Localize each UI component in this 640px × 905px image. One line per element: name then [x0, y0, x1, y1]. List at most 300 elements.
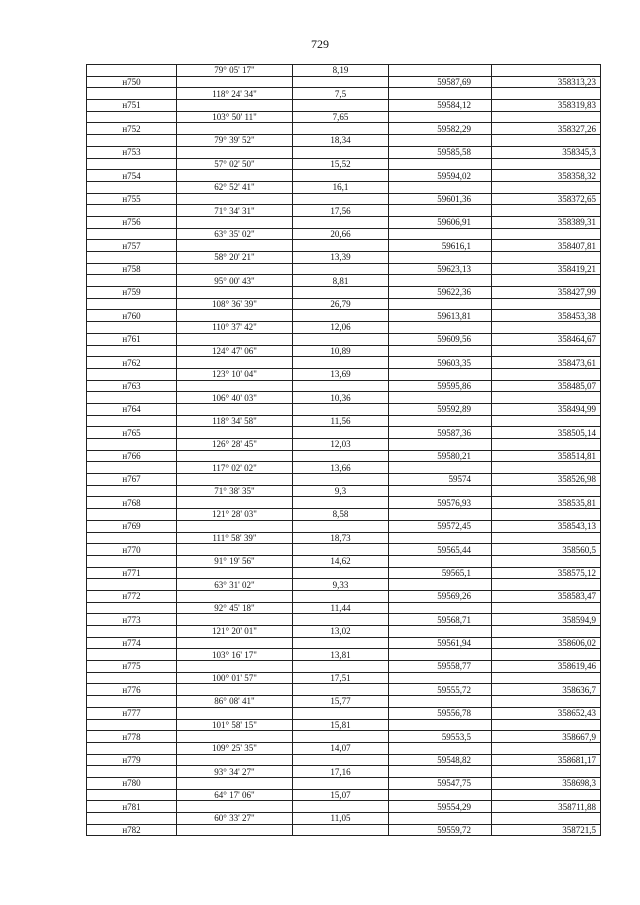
angle-cell	[177, 216, 293, 228]
distance-cell	[293, 520, 389, 532]
distance-cell	[293, 590, 389, 602]
angle-cell: 91° 19' 56"	[177, 555, 293, 567]
point-cell	[87, 158, 177, 170]
point-cell	[87, 322, 177, 334]
angle-cell	[177, 754, 293, 766]
distance-cell	[293, 287, 389, 299]
point-cell: н756	[87, 216, 177, 228]
y-coordinate-cell	[492, 439, 601, 451]
y-coordinate-cell	[492, 88, 601, 100]
y-coordinate-cell	[492, 766, 601, 778]
y-coordinate-cell: 358313,23	[492, 76, 601, 88]
distance-cell: 11,05	[293, 813, 389, 825]
point-cell: н772	[87, 590, 177, 602]
point-cell: н764	[87, 403, 177, 415]
table-row	[87, 696, 601, 708]
angle-cell	[177, 497, 293, 509]
x-coordinate-cell: 59576,93	[389, 497, 492, 509]
table-row	[87, 100, 601, 112]
point-cell	[87, 626, 177, 638]
x-coordinate-cell	[389, 532, 492, 544]
y-coordinate-cell	[492, 485, 601, 497]
y-coordinate-cell	[492, 205, 601, 217]
angle-cell: 110° 37' 42"	[177, 322, 293, 334]
angle-cell	[177, 146, 293, 158]
distance-cell: 16,1	[293, 181, 389, 193]
distance-cell: 13,39	[293, 252, 389, 264]
table-row	[87, 731, 601, 743]
angle-cell: 92° 45' 18"	[177, 602, 293, 614]
table-row	[87, 614, 601, 626]
y-coordinate-cell	[492, 368, 601, 380]
y-coordinate-cell: 358345,3	[492, 146, 601, 158]
point-cell	[87, 696, 177, 708]
point-cell: н765	[87, 427, 177, 439]
angle-cell	[177, 76, 293, 88]
table-row	[87, 661, 601, 673]
point-cell	[87, 135, 177, 147]
x-coordinate-cell	[389, 415, 492, 427]
x-coordinate-cell	[389, 696, 492, 708]
distance-cell: 15,52	[293, 158, 389, 170]
angle-cell: 123° 10' 04"	[177, 368, 293, 380]
y-coordinate-cell	[492, 65, 601, 77]
table-row	[87, 205, 601, 217]
point-cell: н750	[87, 76, 177, 88]
coordinates-table	[86, 64, 601, 836]
angle-cell	[177, 427, 293, 439]
y-coordinate-cell	[492, 228, 601, 240]
distance-cell	[293, 777, 389, 789]
y-coordinate-cell	[492, 181, 601, 193]
point-cell: н768	[87, 497, 177, 509]
y-coordinate-cell	[492, 322, 601, 334]
table-row	[87, 111, 601, 123]
angle-cell	[177, 474, 293, 486]
table-row	[87, 450, 601, 462]
x-coordinate-cell	[389, 275, 492, 287]
table-row	[87, 123, 601, 135]
y-coordinate-cell: 358583,47	[492, 590, 601, 602]
table-row	[87, 252, 601, 264]
distance-cell	[293, 427, 389, 439]
distance-cell	[293, 450, 389, 462]
x-coordinate-cell	[389, 322, 492, 334]
table-row	[87, 544, 601, 556]
distance-cell: 11,44	[293, 602, 389, 614]
angle-cell	[177, 824, 293, 836]
x-coordinate-cell	[389, 135, 492, 147]
angle-cell	[177, 567, 293, 579]
distance-cell	[293, 684, 389, 696]
y-coordinate-cell: 358606,02	[492, 637, 601, 649]
point-cell: н780	[87, 777, 177, 789]
distance-cell	[293, 123, 389, 135]
point-cell	[87, 742, 177, 754]
distance-cell: 7,5	[293, 88, 389, 100]
table-row	[87, 216, 601, 228]
table-row	[87, 626, 601, 638]
x-coordinate-cell: 59609,56	[389, 333, 492, 345]
x-coordinate-cell	[389, 228, 492, 240]
y-coordinate-cell	[492, 135, 601, 147]
y-coordinate-cell	[492, 649, 601, 661]
distance-cell	[293, 193, 389, 205]
distance-cell	[293, 637, 389, 649]
table-row	[87, 742, 601, 754]
x-coordinate-cell: 59587,69	[389, 76, 492, 88]
y-coordinate-cell: 358652,43	[492, 707, 601, 719]
table-row	[87, 322, 601, 334]
x-coordinate-cell	[389, 462, 492, 474]
angle-cell: 126° 28' 45"	[177, 439, 293, 451]
point-cell: н761	[87, 333, 177, 345]
y-coordinate-cell	[492, 742, 601, 754]
angle-cell	[177, 123, 293, 135]
angle-cell	[177, 403, 293, 415]
y-coordinate-cell: 358543,13	[492, 520, 601, 532]
angle-cell: 79° 05' 17"	[177, 65, 293, 77]
table-row	[87, 602, 601, 614]
point-cell	[87, 298, 177, 310]
distance-cell	[293, 263, 389, 275]
y-coordinate-cell: 358505,14	[492, 427, 601, 439]
distance-cell	[293, 357, 389, 369]
distance-cell: 14,62	[293, 555, 389, 567]
angle-cell: 108° 36' 39"	[177, 298, 293, 310]
angle-cell	[177, 450, 293, 462]
table-row	[87, 135, 601, 147]
distance-cell	[293, 614, 389, 626]
distance-cell: 8,81	[293, 275, 389, 287]
point-cell: н773	[87, 614, 177, 626]
table-row	[87, 193, 601, 205]
x-coordinate-cell: 59574	[389, 474, 492, 486]
x-coordinate-cell: 59555,72	[389, 684, 492, 696]
distance-cell	[293, 310, 389, 322]
point-cell	[87, 813, 177, 825]
distance-cell	[293, 170, 389, 182]
x-coordinate-cell	[389, 65, 492, 77]
x-coordinate-cell: 59595,86	[389, 380, 492, 392]
distance-cell: 8,19	[293, 65, 389, 77]
page-number: 729	[311, 37, 329, 51]
point-cell: н760	[87, 310, 177, 322]
table-row	[87, 509, 601, 521]
table-row	[87, 555, 601, 567]
point-cell	[87, 579, 177, 591]
distance-cell: 10,89	[293, 345, 389, 357]
distance-cell	[293, 333, 389, 345]
distance-cell: 15,07	[293, 789, 389, 801]
distance-cell	[293, 801, 389, 813]
point-cell: н775	[87, 661, 177, 673]
point-cell: н770	[87, 544, 177, 556]
x-coordinate-cell	[389, 368, 492, 380]
distance-cell: 13,66	[293, 462, 389, 474]
table-row	[87, 497, 601, 509]
angle-cell	[177, 661, 293, 673]
y-coordinate-cell: 358535,81	[492, 497, 601, 509]
y-coordinate-cell: 358711,88	[492, 801, 601, 813]
distance-cell	[293, 754, 389, 766]
table-row	[87, 88, 601, 100]
x-coordinate-cell: 59569,26	[389, 590, 492, 602]
distance-cell	[293, 216, 389, 228]
angle-cell: 58° 20' 21"	[177, 252, 293, 264]
y-coordinate-cell	[492, 111, 601, 123]
y-coordinate-cell	[492, 392, 601, 404]
point-cell: н766	[87, 450, 177, 462]
x-coordinate-cell: 59585,58	[389, 146, 492, 158]
angle-cell: 93° 34' 27"	[177, 766, 293, 778]
table-row	[87, 333, 601, 345]
x-coordinate-cell	[389, 555, 492, 567]
point-cell	[87, 485, 177, 497]
table-row	[87, 380, 601, 392]
y-coordinate-cell: 358389,31	[492, 216, 601, 228]
point-cell	[87, 509, 177, 521]
point-cell: н769	[87, 520, 177, 532]
y-coordinate-cell: 358372,65	[492, 193, 601, 205]
distance-cell: 13,02	[293, 626, 389, 638]
angle-cell: 103° 16' 17"	[177, 649, 293, 661]
x-coordinate-cell	[389, 88, 492, 100]
angle-cell: 101° 58' 15"	[177, 719, 293, 731]
table-row	[87, 777, 601, 789]
angle-cell: 118° 24' 34"	[177, 88, 293, 100]
angle-cell: 64° 17' 06"	[177, 789, 293, 801]
x-coordinate-cell: 59554,29	[389, 801, 492, 813]
point-cell: н779	[87, 754, 177, 766]
point-cell: н763	[87, 380, 177, 392]
distance-cell	[293, 240, 389, 252]
table-row	[87, 368, 601, 380]
distance-cell: 12,03	[293, 439, 389, 451]
y-coordinate-cell	[492, 602, 601, 614]
point-cell	[87, 602, 177, 614]
y-coordinate-cell	[492, 696, 601, 708]
table-row	[87, 707, 601, 719]
angle-cell	[177, 544, 293, 556]
y-coordinate-cell	[492, 672, 601, 684]
angle-cell	[177, 614, 293, 626]
table-row	[87, 403, 601, 415]
angle-cell	[177, 240, 293, 252]
x-coordinate-cell: 59556,78	[389, 707, 492, 719]
angle-cell: 60° 33' 27"	[177, 813, 293, 825]
x-coordinate-cell	[389, 626, 492, 638]
table-row	[87, 590, 601, 602]
distance-cell: 18,34	[293, 135, 389, 147]
y-coordinate-cell	[492, 579, 601, 591]
table-row	[87, 275, 601, 287]
table-row	[87, 672, 601, 684]
x-coordinate-cell	[389, 649, 492, 661]
angle-cell	[177, 310, 293, 322]
y-coordinate-cell: 358464,67	[492, 333, 601, 345]
x-coordinate-cell	[389, 345, 492, 357]
y-coordinate-cell: 358526,98	[492, 474, 601, 486]
y-coordinate-cell	[492, 813, 601, 825]
y-coordinate-cell: 358485,07	[492, 380, 601, 392]
x-coordinate-cell: 59561,94	[389, 637, 492, 649]
distance-cell	[293, 380, 389, 392]
angle-cell	[177, 520, 293, 532]
point-cell	[87, 532, 177, 544]
angle-cell	[177, 193, 293, 205]
point-cell	[87, 649, 177, 661]
y-coordinate-cell	[492, 252, 601, 264]
distance-cell: 17,16	[293, 766, 389, 778]
point-cell: н776	[87, 684, 177, 696]
distance-cell	[293, 661, 389, 673]
point-cell	[87, 65, 177, 77]
table-row	[87, 345, 601, 357]
point-cell: н759	[87, 287, 177, 299]
y-coordinate-cell: 358407,81	[492, 240, 601, 252]
distance-cell	[293, 544, 389, 556]
point-cell	[87, 345, 177, 357]
angle-cell	[177, 100, 293, 112]
distance-cell: 9,33	[293, 579, 389, 591]
distance-cell: 13,81	[293, 649, 389, 661]
x-coordinate-cell: 59587,36	[389, 427, 492, 439]
x-coordinate-cell	[389, 181, 492, 193]
x-coordinate-cell: 59582,29	[389, 123, 492, 135]
table-row	[87, 357, 601, 369]
y-coordinate-cell	[492, 509, 601, 521]
point-cell	[87, 555, 177, 567]
distance-cell: 18,73	[293, 532, 389, 544]
x-coordinate-cell: 59548,82	[389, 754, 492, 766]
x-coordinate-cell	[389, 252, 492, 264]
distance-cell	[293, 707, 389, 719]
y-coordinate-cell	[492, 719, 601, 731]
distance-cell	[293, 146, 389, 158]
y-coordinate-cell	[492, 158, 601, 170]
point-cell: н752	[87, 123, 177, 135]
angle-cell: 62° 52' 41"	[177, 181, 293, 193]
y-coordinate-cell	[492, 275, 601, 287]
x-coordinate-cell	[389, 485, 492, 497]
distance-cell: 9,3	[293, 485, 389, 497]
y-coordinate-cell: 358667,9	[492, 731, 601, 743]
table-row	[87, 427, 601, 439]
table-row	[87, 474, 601, 486]
distance-cell: 17,51	[293, 672, 389, 684]
table-row	[87, 240, 601, 252]
x-coordinate-cell	[389, 509, 492, 521]
angle-cell: 121° 20' 01"	[177, 626, 293, 638]
y-coordinate-cell: 358681,17	[492, 754, 601, 766]
y-coordinate-cell: 358575,12	[492, 567, 601, 579]
point-cell: н757	[87, 240, 177, 252]
point-cell: н762	[87, 357, 177, 369]
distance-cell	[293, 497, 389, 509]
point-cell	[87, 228, 177, 240]
y-coordinate-cell	[492, 345, 601, 357]
table-row	[87, 754, 601, 766]
table-row	[87, 567, 601, 579]
y-coordinate-cell: 358494,99	[492, 403, 601, 415]
x-coordinate-cell	[389, 111, 492, 123]
x-coordinate-cell	[389, 602, 492, 614]
x-coordinate-cell: 59559,72	[389, 824, 492, 836]
angle-cell: 109° 25' 35"	[177, 742, 293, 754]
coordinates-table-container	[86, 64, 600, 836]
distance-cell	[293, 403, 389, 415]
angle-cell	[177, 380, 293, 392]
point-cell	[87, 766, 177, 778]
angle-cell	[177, 590, 293, 602]
distance-cell: 12,06	[293, 322, 389, 334]
distance-cell: 15,81	[293, 719, 389, 731]
angle-cell: 118° 34' 58"	[177, 415, 293, 427]
x-coordinate-cell: 59580,21	[389, 450, 492, 462]
angle-cell: 71° 34' 31"	[177, 205, 293, 217]
table-row	[87, 824, 601, 836]
distance-cell: 8,58	[293, 509, 389, 521]
x-coordinate-cell	[389, 392, 492, 404]
y-coordinate-cell: 358319,83	[492, 100, 601, 112]
angle-cell	[177, 637, 293, 649]
table-row	[87, 298, 601, 310]
angle-cell: 63° 35' 02"	[177, 228, 293, 240]
table-row	[87, 392, 601, 404]
x-coordinate-cell: 59547,75	[389, 777, 492, 789]
table-row	[87, 76, 601, 88]
distance-cell: 13,69	[293, 368, 389, 380]
y-coordinate-cell: 358619,46	[492, 661, 601, 673]
y-coordinate-cell	[492, 555, 601, 567]
table-row	[87, 684, 601, 696]
distance-cell: 17,56	[293, 205, 389, 217]
point-cell	[87, 205, 177, 217]
angle-cell: 95° 00' 43"	[177, 275, 293, 287]
table-row	[87, 263, 601, 275]
x-coordinate-cell: 59606,91	[389, 216, 492, 228]
x-coordinate-cell	[389, 205, 492, 217]
x-coordinate-cell	[389, 766, 492, 778]
table-row	[87, 766, 601, 778]
distance-cell: 14,07	[293, 742, 389, 754]
y-coordinate-cell	[492, 298, 601, 310]
x-coordinate-cell	[389, 719, 492, 731]
table-body	[87, 65, 601, 836]
angle-cell	[177, 170, 293, 182]
distance-cell	[293, 100, 389, 112]
x-coordinate-cell	[389, 439, 492, 451]
x-coordinate-cell: 59616,1	[389, 240, 492, 252]
distance-cell	[293, 824, 389, 836]
distance-cell	[293, 76, 389, 88]
table-row	[87, 462, 601, 474]
point-cell	[87, 789, 177, 801]
angle-cell	[177, 731, 293, 743]
x-coordinate-cell: 59558,77	[389, 661, 492, 673]
table-row	[87, 170, 601, 182]
point-cell: н753	[87, 146, 177, 158]
point-cell: н754	[87, 170, 177, 182]
x-coordinate-cell: 59603,35	[389, 357, 492, 369]
table-row	[87, 485, 601, 497]
x-coordinate-cell	[389, 742, 492, 754]
y-coordinate-cell	[492, 532, 601, 544]
point-cell	[87, 415, 177, 427]
angle-cell: 57° 02' 50"	[177, 158, 293, 170]
table-row	[87, 649, 601, 661]
